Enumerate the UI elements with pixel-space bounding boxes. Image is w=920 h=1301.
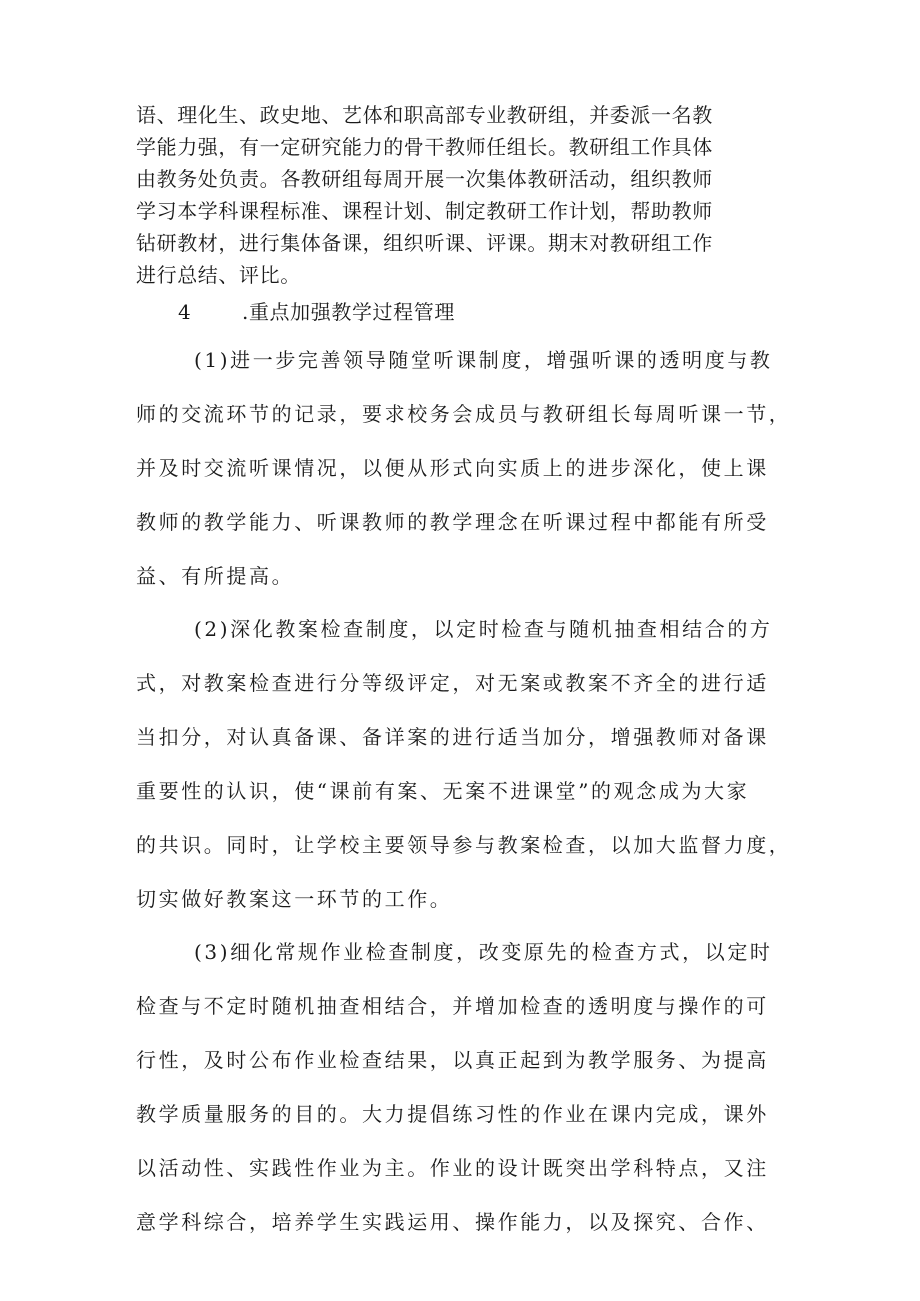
item2-line: 式，对教案检查进行分等级评定，对无案或教案不齐全的进行适 (136, 671, 769, 695)
intro-line: 语、理化生、政史地、艺体和职高部专业教研组，并委派一名教 (136, 103, 713, 127)
intro-line: 钻研教材，进行集体备课，组织听课、评课。期末对教研组工作 (136, 231, 713, 255)
intro-line: 由教务处负责。各教研组每周开展一次集体教研活动，组织教师 (136, 167, 713, 191)
item1-line: 益、有所提高。 (136, 564, 295, 588)
item3-line: 行性，及时公布作业检查结果，以真正起到为教学服务、为提高 (136, 1048, 769, 1072)
item1-line: (1)进一步完善领导随堂听课制度，增强听课的透明度与教 (194, 348, 773, 372)
item2-line: 的共识。同时，让学校主要领导参与教案检查，以加大监督力度， (136, 833, 792, 857)
item3-line: 教学质量服务的目的。大力提倡练习性的作业在课内完成，课外 (136, 1102, 769, 1126)
item1-line: 并及时交流听课情况，以便从形式向实质上的进步深化，使上课 (136, 456, 769, 480)
item2-line: 重要性的认识，使“课前有案、无案不进课堂”的观念成为大家 (136, 779, 750, 803)
item3-line: 以活动性、实践性作业为主。作业的设计既突出学科特点，又注 (136, 1156, 769, 1180)
item1-line: 师的交流环节的记录，要求校务会成员与教研组长每周听课一节， (136, 402, 792, 426)
item2-line: 当扣分，对认真备课、备详案的进行适当加分，增强教师对备课 (136, 725, 769, 749)
item3-line: (3)细化常规作业检查制度，改变原先的检查方式，以定时 (194, 940, 773, 964)
intro-line: 学习本学科课程标准、课程计划、制定教研工作计划，帮助教师 (136, 199, 713, 223)
item2-line: (2)深化教案检查制度，以定时检查与随机抽查相结合的方 (194, 617, 773, 641)
item3-line: 意学科综合，培养学生实践运用、操作能力，以及探究、合作、 (136, 1210, 769, 1234)
item3-line: 检查与不定时随机抽查相结合，并增加检查的透明度与操作的可 (136, 994, 769, 1018)
item2-line: 切实做好教案这一环节的工作。 (136, 887, 453, 911)
item1-line: 教师的教学能力、听课教师的教学理念在听课过程中都能有所受 (136, 510, 769, 534)
section-title: .重点加强教学过程管理 (242, 300, 455, 324)
intro-line: 进行总结、评比。 (136, 263, 301, 287)
section-number: 4 (178, 300, 191, 324)
intro-line: 学能力强，有一定研究能力的骨干教师任组长。教研组工作具体 (136, 135, 713, 159)
